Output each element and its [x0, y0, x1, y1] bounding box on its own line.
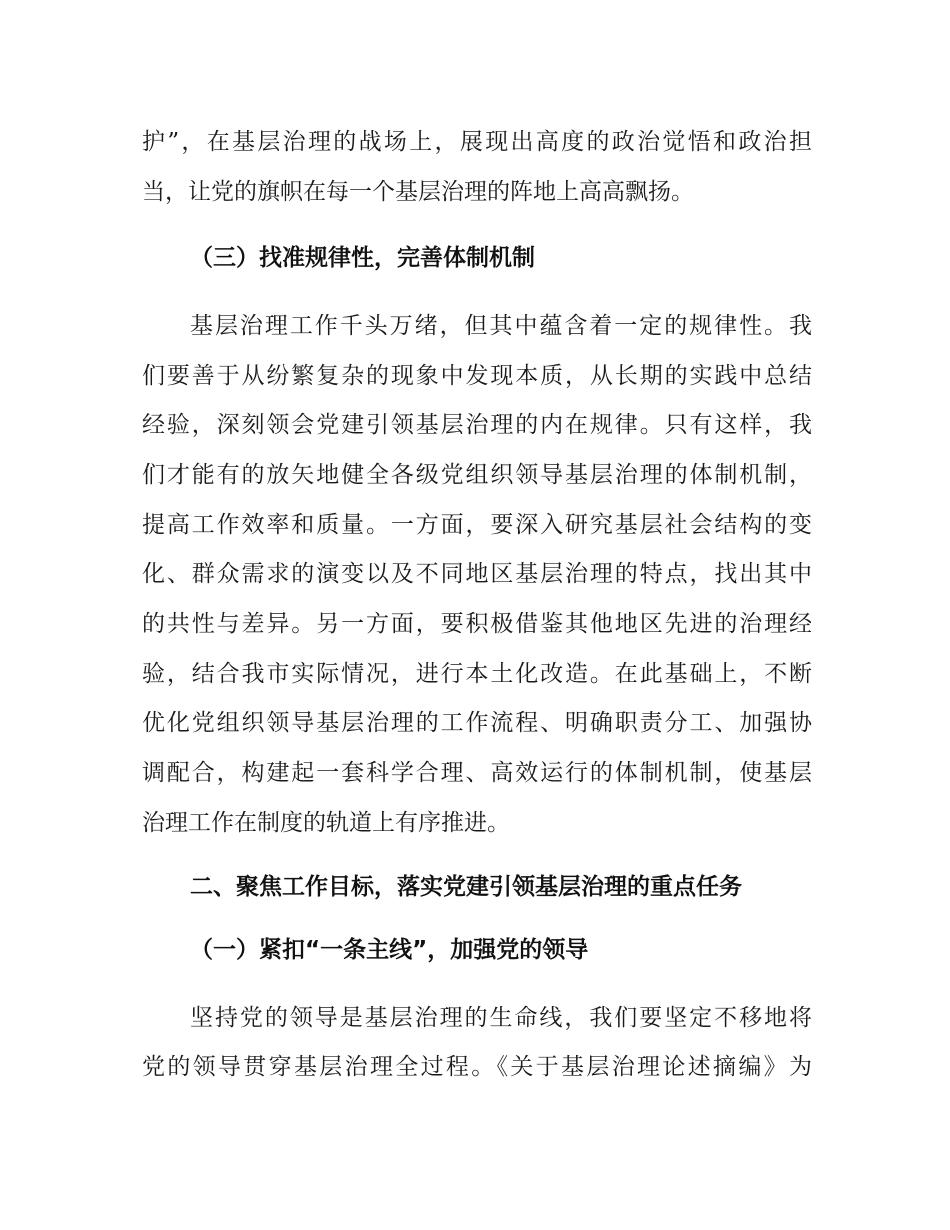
- paragraph-line: 化、群众需求的演变以及不同地区基层治理的特点，找出其中: [142, 561, 812, 587]
- paragraph-line: 优化党组织领导基层治理的工作流程、明确职责分工、加强协: [142, 710, 812, 736]
- paragraph-line: 基层治理工作千头万绪，但其中蕴含着一定的规律性。我: [190, 313, 812, 339]
- section-heading-1: （一）紧扣“一条主线”，加强党的领导: [190, 937, 589, 963]
- paragraph-line: 们才能有的放矢地健全各级党组织领导基层治理的体制机制，: [142, 462, 812, 488]
- paragraph-line: 护”，在基层治理的战场上，展现出高度的政治觉悟和政治担: [142, 129, 812, 155]
- paragraph-line: 治理工作在制度的轨道上有序推进。: [142, 810, 510, 836]
- paragraph-line: 的共性与差异。另一方面，要积极借鉴其他地区先进的治理经: [142, 611, 812, 637]
- paragraph-line: 党的领导贯穿基层治理全过程。《关于基层治理论述摘编》为: [142, 1054, 812, 1080]
- paragraph-line: 当，让党的旗帜在每一个基层治理的阵地上高高飘扬。: [142, 179, 694, 205]
- paragraph-line: 们要善于从纷繁复杂的现象中发现本质，从长期的实践中总结: [142, 363, 812, 389]
- paragraph-line: 经验，深刻领会党建引领基层治理的内在规律。只有这样，我: [142, 412, 812, 438]
- paragraph-line: 验，结合我市实际情况，进行本土化改造。在此基础上，不断: [142, 661, 812, 687]
- paragraph-line: 调配合，构建起一套科学合理、高效运行的体制机制，使基层: [142, 760, 812, 786]
- paragraph-line: 坚持党的领导是基层治理的生命线，我们要坚定不移地将: [190, 1005, 812, 1031]
- chapter-heading-2: 二、聚焦工作目标，落实党建引领基层治理的重点任务: [190, 874, 742, 900]
- paragraph-line: 提高工作效率和质量。一方面，要深入研究基层社会结构的变: [142, 512, 812, 538]
- section-heading-3: （三）找准规律性，完善体制机制: [190, 245, 535, 271]
